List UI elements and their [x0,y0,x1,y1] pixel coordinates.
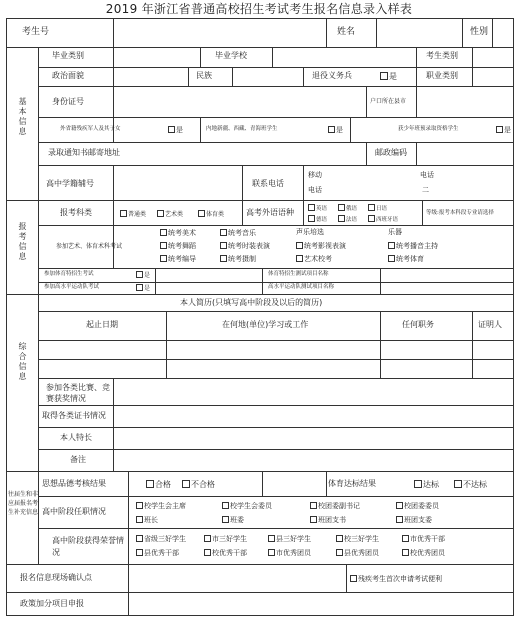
award-opt-6[interactable] [136,549,179,557]
art-pe-prompt: 参加艺术、体育术科考试 [56,243,123,250]
position-1-text: 校学生会主席 [144,502,186,510]
pe-result-label: 体育达标结果 [328,479,376,488]
position-5-text: 班长 [144,516,158,524]
gender-label: 性别 [470,27,489,37]
position-3-text: 校团委副书记 [318,502,360,510]
competitions-label: 参加各类比赛、竞赛获奖情况 [46,383,110,403]
award-2-checkbox[interactable] [204,535,211,542]
award-10-checkbox[interactable] [402,549,409,556]
col-witness: 证明人 [478,320,502,329]
art-dance-text: 统考舞蹈 [168,242,196,250]
subjects-label: 报考科类 [60,208,92,217]
art-fine-arts-checkbox[interactable] [160,229,167,236]
position-2-checkbox[interactable] [222,502,229,509]
lang-japanese-text: 日语 [376,206,388,212]
position-opt-4[interactable] [396,502,439,510]
art-opt-music[interactable] [220,229,256,237]
awards-label: 高中阶段获得荣誉情况 [52,536,124,557]
pe-pass-checkbox[interactable] [414,480,422,488]
award-7-checkbox[interactable] [204,549,211,556]
col-place: 在何地(单位)学习或工作 [222,320,309,329]
award-opt-5[interactable] [402,535,445,543]
high-level-yes-option[interactable] [136,284,150,292]
lang-english[interactable] [308,204,327,213]
grad-school-label: 毕业学校 [215,51,247,60]
high-level-label: 参加高水平运动队考试 [44,284,100,290]
exam-info-section-label: 报考信息 [18,222,27,262]
mobile-label: 移动 [308,171,322,179]
art-opt-directing[interactable] [160,255,196,263]
subject-option-art[interactable] [157,210,183,218]
award-opt-7[interactable] [204,549,247,557]
lang-german-checkbox[interactable] [308,215,315,222]
ideology-pass-checkbox[interactable] [146,480,154,488]
subject-option-pe[interactable] [198,210,224,218]
ideology-pass-text: 合格 [155,480,171,489]
ideology-label: 思想品德考核结果 [42,479,106,488]
ideology-fail-checkbox[interactable] [182,480,190,488]
award-opt-1[interactable] [136,535,186,543]
award-opt-3[interactable] [268,535,311,543]
position-opt-5[interactable] [136,516,158,524]
ideology-fail-option[interactable] [182,480,215,489]
art-fine-arts-text: 统考美术 [168,229,196,237]
grad-type-label: 毕业类别 [52,51,84,60]
award-4-checkbox[interactable] [336,535,343,542]
disabled-soldier-yes-option[interactable] [168,126,183,134]
subject-general-checkbox[interactable] [120,210,127,217]
award-9-checkbox[interactable] [336,549,343,556]
art-school-exam-text: 艺术校考 [304,255,332,263]
position-1-checkbox[interactable] [136,502,143,509]
award-opt-9[interactable] [336,549,379,557]
subject-art-text: 艺术类 [165,211,184,218]
position-opt-1[interactable] [136,502,186,510]
award-7-text: 校优秀干部 [212,549,247,557]
award-opt-2[interactable] [204,535,247,543]
school-number-label: 高中学籍辅号 [46,179,94,188]
art-directing-checkbox[interactable] [160,255,167,262]
veteran-yes-text: 是 [389,72,397,81]
postcode-label: 邮政编码 [375,148,407,157]
art-opt-broadcast[interactable] [388,242,438,250]
xinjiang-label: 内地新疆、西藏、青海班学生 [206,126,278,132]
art-dance-checkbox[interactable] [160,242,167,249]
veteran-yes-option[interactable] [380,72,397,81]
art-fashion-text: 统考时装表演 [228,242,270,250]
pe-special-yes-text: 是 [144,272,151,279]
pe-special-yes-option[interactable] [136,271,150,279]
mail-address-label: 录取通知书邮寄地址 [48,148,120,157]
certificates-label: 取得各类证书情况 [42,411,106,420]
disabled-apply-checkbox[interactable] [350,575,357,582]
lang-russian[interactable] [338,204,357,213]
award-8-checkbox[interactable] [268,549,275,556]
hukou-label: 户口所在县市 [370,98,407,105]
lang-spanish-text: 西班牙语 [376,217,399,223]
instrument-label: 乐器 [388,228,402,236]
subject-pe-checkbox[interactable] [198,210,205,217]
position-8-checkbox[interactable] [396,516,403,523]
name-label: 姓名 [337,27,356,37]
notes-label: 备注 [70,455,86,464]
history-header: 本人简历(只填写高中阶段及以后的简历) [180,298,323,307]
award-6-checkbox[interactable] [136,549,143,556]
ideology-pass-option[interactable] [146,480,171,489]
art-photography-checkbox[interactable] [220,255,227,262]
position-6-text: 班委 [230,516,244,524]
policy-bonus-label: 政策加分项目申报 [20,599,84,608]
award-opt-4[interactable] [336,535,379,543]
award-5-checkbox[interactable] [402,535,409,542]
award-5-text: 市优秀干部 [410,535,445,543]
pe-special-checkbox[interactable] [136,271,143,278]
minority-bonus-label: 获少年班预录取资格学生 [398,126,459,132]
lang-spanish-checkbox[interactable] [368,215,375,222]
page-title: 2019 年浙江省普通高校招生考试考生报名信息录入样表 [105,2,413,16]
contact-phone-label: 电话 [420,171,434,179]
landline-label: 电话 [308,186,322,194]
art-film-checkbox[interactable] [296,242,303,249]
xinjiang-checkbox[interactable] [328,126,335,133]
award-6-text: 县优秀干部 [144,549,179,557]
subject-option-general[interactable] [120,210,146,218]
subject-general-text: 普通类 [128,211,147,218]
position-opt-8[interactable] [396,516,432,524]
pe-special-label: 参加体育特招生考试 [44,271,94,277]
position-8-text: 班团支委 [404,516,432,524]
award-1-text: 省级三好学生 [144,535,186,543]
art-opt-photography[interactable] [220,255,256,263]
high-level-yes-text: 是 [144,285,151,292]
lang-french-checkbox[interactable] [338,215,345,222]
position-7-checkbox[interactable] [310,516,317,523]
xinjiang-yes-text: 是 [336,126,343,134]
phone-label: 联系电话 [252,179,284,188]
vocal-label: 声乐培选 [296,228,324,236]
art-school-exam-checkbox[interactable] [296,255,303,262]
pe-fail-option[interactable] [454,480,487,489]
lang-japanese[interactable] [368,204,387,213]
disabled-soldier-label: 外省籍残疾军人及其子女 [60,126,121,132]
lang-spanish[interactable] [368,215,398,224]
award-1-checkbox[interactable] [136,535,143,542]
position-5-checkbox[interactable] [136,516,143,523]
subject-art-checkbox[interactable] [157,210,164,217]
subject-pe-text: 体育类 [206,211,225,218]
art-photography-text: 统考摄制 [228,255,256,263]
ideology-fail-text: 不合格 [191,480,215,489]
pe-pass-text: 达标 [423,480,439,489]
pe-project-label: 体育特招生测试项目名称 [268,271,329,277]
xinjiang-yes-option[interactable] [328,126,343,134]
lang-english-checkbox[interactable] [308,204,315,211]
foreign-language-label: 高考外语语种 [246,208,294,217]
art-film-text: 统考影视表演 [304,242,346,250]
award-4-text: 校三好学生 [344,535,379,543]
lang-german-text: 德语 [316,217,328,223]
position-opt-3[interactable] [310,502,360,510]
lang-japanese-checkbox[interactable] [368,204,375,211]
id-number-label: 身份证号 [52,97,84,106]
art-directing-text: 统考编导 [168,255,196,263]
position-opt-2[interactable] [222,502,272,510]
pe-fail-checkbox[interactable] [454,480,462,488]
art-music-text: 统考音乐 [228,229,256,237]
award-2-text: 市三好学生 [212,535,247,543]
political-label: 政治面貌 [52,71,84,80]
veteran-label: 退役义务兵 [312,71,352,80]
supplement-section-label: 往届生和非应届报名考生补充信息 [8,491,39,516]
confirm-point-label: 报名信息现场确认点 [20,573,92,582]
art-opt-film[interactable] [296,242,346,250]
position-7-text: 班团支书 [318,516,346,524]
high-level-checkbox[interactable] [136,284,143,291]
art-opt-fashion[interactable] [220,242,270,250]
award-opt-10[interactable] [402,549,445,557]
disabled-apply-option[interactable] [350,575,442,583]
lang-russian-text: 俄语 [346,206,358,212]
col-dates: 起止日期 [86,320,118,329]
high-level-project-label: 高水平运动队测试项目名称 [268,284,335,290]
minority-bonus-checkbox[interactable] [496,126,503,133]
lang-german[interactable] [308,215,327,224]
art-opt-dance[interactable] [160,242,196,250]
art-broadcast-text: 统考播音主持 [396,242,438,250]
veteran-checkbox[interactable] [380,72,388,80]
positions-label: 高中阶段任职情况 [42,507,106,516]
art-opt-pe[interactable] [388,255,424,263]
art-pe-checkbox[interactable] [388,255,395,262]
art-level-note: 等级:报考本科段专业请选择 [426,210,494,216]
lang-english-text: 英语 [316,206,328,212]
specialties-label: 本人特长 [60,433,92,442]
lang-french-text: 法语 [346,217,358,223]
award-9-text: 县优秀团员 [344,549,379,557]
position-4-checkbox[interactable] [396,502,403,509]
award-opt-8[interactable] [268,549,311,557]
art-fashion-checkbox[interactable] [220,242,227,249]
disabled-apply-text: 残疾考生首次申请考试便利 [358,575,442,583]
art-broadcast-checkbox[interactable] [388,242,395,249]
art-music-checkbox[interactable] [220,229,227,236]
candidate-type-label: 考生类别 [426,51,458,60]
exam-number-label: 考生号 [22,27,50,37]
lang-russian-checkbox[interactable] [338,204,345,211]
position-6-checkbox[interactable] [222,516,229,523]
position-4-text: 校团委委员 [404,502,439,510]
position-2-text: 校学生会委员 [230,502,272,510]
art-opt-fine-arts[interactable] [160,229,196,237]
position-opt-6[interactable] [222,516,244,524]
minority-bonus-yes-text: 是 [504,126,511,134]
disabled-soldier-yes-text: 是 [176,126,183,134]
phone-two-label: 二 [422,186,429,194]
art-opt-school-exam[interactable] [296,255,332,263]
comprehensive-section-label: 综合信息 [18,342,27,382]
award-3-text: 县三好学生 [276,535,311,543]
pe-pass-option[interactable] [414,480,439,489]
award-8-text: 市优秀团员 [276,549,311,557]
pe-fail-text: 不达标 [463,480,487,489]
lang-french[interactable] [338,215,357,224]
basic-info-section-label: 基本信息 [18,97,27,137]
art-pe-text: 统考体育 [396,255,424,263]
disabled-soldier-checkbox[interactable] [168,126,175,133]
position-opt-7[interactable] [310,516,346,524]
award-3-checkbox[interactable] [268,535,275,542]
occupation-label: 职业类别 [426,71,458,80]
award-10-text: 校优秀团员 [410,549,445,557]
minority-bonus-yes-option[interactable] [496,126,511,134]
position-3-checkbox[interactable] [310,502,317,509]
ethnicity-label: 民族 [196,71,212,80]
col-position: 任何职务 [402,320,434,329]
